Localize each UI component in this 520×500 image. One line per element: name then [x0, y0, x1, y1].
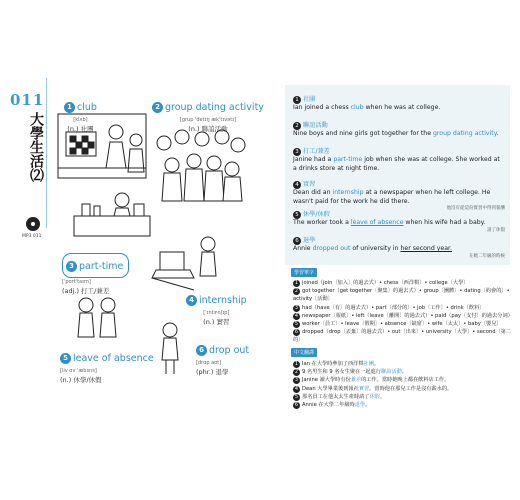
list-item	[293, 376, 513, 384]
list-item	[293, 320, 513, 328]
example-note: 在她二年級的時候	[469, 253, 505, 259]
list-number: 5	[294, 321, 299, 328]
example-number: 4	[293, 181, 301, 189]
vocab-internship	[186, 290, 247, 326]
example-heading: 打工/兼差	[303, 148, 330, 155]
list-text: had（have〔有〕的過去式）• part〔部分的〕• job〔工作〕• drink〔飲料〕	[302, 304, 485, 311]
study-words-list	[293, 279, 513, 345]
example-sentences-panel	[285, 85, 510, 265]
example-2	[293, 122, 505, 139]
list-item	[293, 287, 513, 303]
vocab-part-time	[62, 253, 129, 295]
list-text: 那名員工在他太太生產時請了	[302, 393, 370, 400]
list-item	[293, 312, 513, 320]
list-text: newspaper〔報紙〕• left（leave〔離開〕的過去式）• paid（pay〔支付〕的過去分詞）	[302, 312, 513, 319]
list-keyword: 聯誼活動	[381, 369, 402, 376]
vocab-phonetic: [liv ɑv ˈæbsns]	[60, 368, 97, 374]
list-item	[293, 401, 513, 409]
vocab-number: 3	[66, 261, 77, 272]
list-text: got together（get together〔聚集〕的過去式）• group〔團體〕• dating〔約會的〕• activity〔活動〕	[293, 288, 510, 303]
vocab-phonetic: [drɑp aʊt]	[196, 360, 222, 366]
unit-number: 011	[10, 91, 45, 109]
list-item	[293, 393, 513, 401]
list-number: 6	[294, 329, 299, 336]
list-number: 5	[294, 393, 299, 400]
list-item	[293, 368, 513, 376]
example-3	[293, 148, 505, 173]
list-number: 4	[294, 385, 299, 392]
vocab-meaning: (n.) 休學/休假	[60, 376, 102, 384]
translation-list	[293, 360, 513, 409]
list-text: joined（join〔加入〕的過去式）• chess〔西洋棋〕• college〔大學〕	[302, 280, 469, 286]
example-number: 6	[293, 237, 301, 245]
example-6	[293, 237, 505, 260]
vocab-number: 5	[60, 353, 71, 364]
list-keyword: 實習	[358, 385, 370, 392]
list-text: Annie 在大學二年級時	[302, 402, 355, 409]
list-text: 。	[379, 393, 386, 400]
example-text: Annie	[293, 245, 313, 253]
unit-title: 大學生活⑵	[28, 112, 44, 182]
list-item	[293, 328, 513, 344]
list-keyword: 退學	[354, 402, 366, 409]
list-text: Ian 在大學時參加了西洋棋	[302, 361, 364, 367]
drop-out-illustration	[156, 320, 184, 376]
list-item	[293, 385, 513, 393]
vocab-phonetic: [grup ˈdetɪŋ ækˈtɪvətɪ]	[179, 117, 237, 123]
example-note: 他沒有從這份實習中得到報酬	[446, 206, 505, 212]
example-text: of university in	[350, 245, 401, 253]
example-text: Ian joined a chess	[293, 104, 351, 112]
group-dating-illustration	[150, 125, 250, 203]
example-number: 3	[293, 148, 301, 156]
list-text: 。	[373, 361, 380, 367]
vocab-word: drop out	[209, 345, 250, 356]
audio-disc-icon[interactable]	[26, 217, 40, 231]
list-item	[293, 279, 513, 287]
list-number: 4	[294, 312, 299, 319]
example-text: when his wife had a baby.	[403, 219, 486, 227]
example-text: The worker took a	[293, 219, 351, 227]
example-keyword: internship	[332, 189, 364, 197]
vocab-word: group dating activity	[165, 102, 264, 113]
list-text: 9 名男生和 9 名女生聚在一起進行	[302, 369, 381, 376]
example-text: .	[496, 130, 499, 138]
example-heading: 退學	[303, 237, 316, 244]
list-text: Janine 讀大學時有份	[302, 377, 351, 384]
list-keyword: 兼差	[350, 377, 362, 384]
internship-illustration	[150, 232, 220, 294]
leave-of-absence-illustration	[72, 295, 122, 339]
vocab-meaning: (phr.) 退學	[196, 368, 229, 376]
example-keyword: part-time	[333, 156, 363, 164]
list-text: 的工作。當時她晚上都在飲料店工作。	[361, 377, 450, 384]
example-heading: 實習	[303, 181, 316, 188]
list-text: 。當時他在那兒工作是沒有薪水的。	[369, 385, 453, 392]
vocab-leave-of-absence	[60, 348, 154, 384]
vocab-club	[64, 97, 97, 133]
example-heading: 聯誼活動	[303, 122, 328, 129]
list-keyword: 休假	[369, 393, 380, 400]
list-text: Dean 大學畢業後到報社	[302, 385, 359, 392]
list-item	[293, 304, 513, 312]
list-text: 。	[401, 369, 407, 376]
vocab-phonetic: [klʌb]	[73, 117, 88, 123]
vocab-group-dating	[152, 97, 264, 133]
list-number: 1	[294, 280, 299, 286]
example-heading: 休學/休假	[303, 211, 330, 218]
vocab-word: part-time	[79, 261, 124, 272]
translation-label: 中文翻譯	[291, 348, 317, 357]
vocab-meaning: (n.) 聯誼活動	[188, 125, 228, 133]
example-text: Janine had a	[293, 156, 334, 164]
vocab-meaning: (n.) 實習	[203, 318, 230, 326]
list-keyword: 社團	[363, 361, 374, 367]
list-item	[293, 360, 513, 368]
example-number: 5	[293, 211, 301, 219]
list-number: 2	[294, 369, 299, 376]
example-text: her second year.	[400, 245, 452, 253]
list-text: dropped（drop〔丟棄〕的過去式）• out〔出來〕• university〔大學〕• second〔第二的〕	[293, 329, 512, 344]
vocab-meaning: (n.) 社團	[67, 125, 94, 133]
list-text: worker〔員工〕• leave〔假期〕• absence〔缺席〕• wife〔太太〕• baby〔嬰兒〕	[302, 321, 502, 328]
vocab-word: club	[77, 102, 97, 113]
example-number: 2	[293, 122, 301, 130]
example-keyword: dropped out	[312, 245, 351, 253]
vocab-phonetic: [ˈɪntɝnʃɪp]	[203, 310, 230, 316]
list-number: 3	[294, 377, 299, 384]
example-number: 1	[293, 96, 301, 104]
example-text: when he was at college.	[363, 104, 441, 112]
example-text: Nine boys and nine girls got together for the	[293, 130, 433, 138]
example-4	[293, 181, 505, 212]
vocab-number: 6	[196, 345, 207, 356]
example-text: job when she was at college. She worked at a drinks store at night time.	[293, 156, 500, 172]
vocab-number: 2	[152, 102, 163, 113]
vocab-drop-out	[196, 340, 249, 376]
list-number: 3	[294, 304, 299, 311]
example-1	[293, 96, 505, 113]
list-number: 2	[294, 288, 299, 295]
vocab-word: internship	[199, 295, 247, 306]
example-text: Dean did an	[293, 189, 333, 197]
vocab-phonetic: [ˈpɑrtˈtaɪm]	[62, 279, 91, 285]
list-number: 1	[294, 361, 299, 367]
list-number: 6	[294, 402, 299, 409]
example-keyword: leave of absence	[350, 219, 404, 227]
example-keyword: group dating activity	[432, 130, 497, 138]
vocab-number: 1	[64, 102, 75, 113]
part-time-illustration	[72, 190, 152, 242]
example-text: at a newspaper when he left college. He wasn't paid for the work he did there.	[293, 189, 491, 205]
vocab-word: leave of absence	[73, 353, 154, 364]
study-words-label: 學習單字	[291, 268, 317, 277]
list-text: 。	[365, 402, 371, 409]
unit-divider	[46, 78, 47, 228]
example-heading: 社團	[303, 96, 316, 103]
vocab-meaning: (adj.) 打工/兼差	[62, 287, 110, 295]
example-keyword: club	[350, 104, 364, 112]
vocab-number: 4	[186, 295, 197, 306]
example-note: 請了休假	[487, 227, 505, 233]
example-5	[293, 211, 505, 234]
audio-track-label: MP3 011	[22, 234, 42, 239]
